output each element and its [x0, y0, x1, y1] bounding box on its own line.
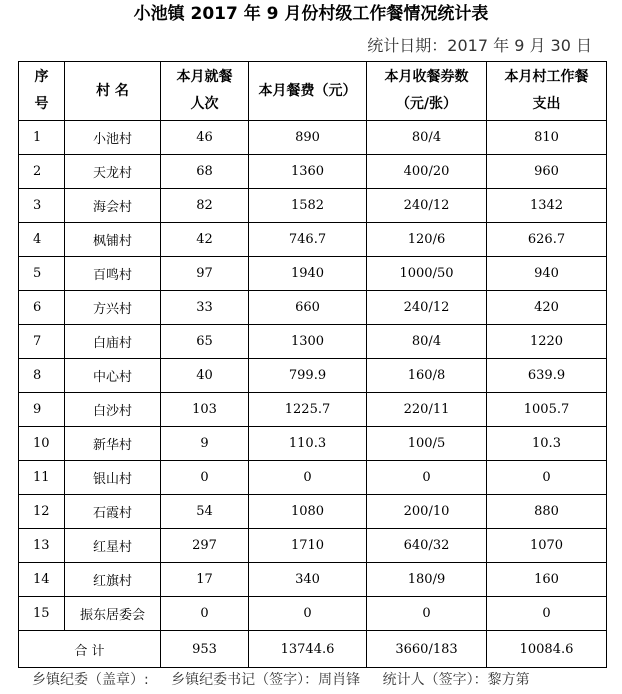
header-vouchers	[367, 62, 487, 121]
cell-village: 枫铺村	[65, 223, 161, 257]
cell-vouchers: 1000/50	[367, 257, 487, 291]
cell-village: 红星村	[65, 529, 161, 563]
table-header	[19, 62, 607, 121]
cell-seq: 14	[19, 563, 65, 597]
cell-diners: 9	[161, 427, 249, 461]
cell-village: 红旗村	[65, 563, 161, 597]
table-row	[19, 427, 607, 461]
footer-discipline-committee: 乡镇纪委（盖章）:	[32, 672, 149, 688]
cell-vouchers: 240/12	[367, 291, 487, 325]
cell-expense: 940	[487, 257, 607, 291]
total-diners: 953	[161, 631, 249, 668]
cell-village: 白沙村	[65, 393, 161, 427]
page-title: 小池镇 2017 年 9 月份村级工作餐情况统计表	[133, 4, 489, 24]
header-meal-cost: 本月餐费（元）	[249, 62, 367, 121]
meal-statistics-table	[18, 61, 607, 668]
table-row	[19, 121, 607, 155]
cell-meal-cost: 1710	[249, 529, 367, 563]
cell-village: 小池村	[65, 121, 161, 155]
cell-expense: 160	[487, 563, 607, 597]
total-meal-cost: 13744.6	[249, 631, 367, 668]
cell-vouchers: 80/4	[367, 121, 487, 155]
cell-vouchers: 200/10	[367, 495, 487, 529]
cell-meal-cost: 340	[249, 563, 367, 597]
header-village: 村 名	[65, 62, 161, 121]
cell-diners: 297	[161, 529, 249, 563]
cell-meal-cost: 1582	[249, 189, 367, 223]
total-vouchers: 3660/183	[367, 631, 487, 668]
header-seq-line2: 号	[34, 96, 49, 112]
cell-expense: 810	[487, 121, 607, 155]
cell-diners: 82	[161, 189, 249, 223]
table-row	[19, 325, 607, 359]
cell-diners: 40	[161, 359, 249, 393]
cell-meal-cost: 746.7	[249, 223, 367, 257]
cell-meal-cost: 0	[249, 597, 367, 631]
table-row	[19, 563, 607, 597]
cell-diners: 33	[161, 291, 249, 325]
cell-diners: 97	[161, 257, 249, 291]
cell-diners: 103	[161, 393, 249, 427]
cell-seq: 15	[19, 597, 65, 631]
cell-seq: 4	[19, 223, 65, 257]
total-label: 合 计	[19, 631, 161, 668]
cell-meal-cost: 0	[249, 461, 367, 495]
cell-diners: 0	[161, 597, 249, 631]
cell-expense: 1342	[487, 189, 607, 223]
cell-seq: 13	[19, 529, 65, 563]
cell-meal-cost: 1300	[249, 325, 367, 359]
cell-seq: 7	[19, 325, 65, 359]
cell-expense: 626.7	[487, 223, 607, 257]
header-diners	[161, 62, 249, 121]
table-row	[19, 461, 607, 495]
cell-expense: 1220	[487, 325, 607, 359]
header-diners-line2: 人次	[190, 96, 219, 112]
cell-expense: 639.9	[487, 359, 607, 393]
cell-vouchers: 220/11	[367, 393, 487, 427]
cell-vouchers: 400/20	[367, 155, 487, 189]
header-expense-line2: 支出	[532, 96, 561, 112]
cell-vouchers: 100/5	[367, 427, 487, 461]
header-seq	[19, 62, 65, 121]
signature-footer	[32, 670, 612, 690]
cell-village: 天龙村	[65, 155, 161, 189]
table-row	[19, 359, 607, 393]
cell-expense: 0	[487, 597, 607, 631]
cell-diners: 68	[161, 155, 249, 189]
cell-expense: 1070	[487, 529, 607, 563]
cell-vouchers: 80/4	[367, 325, 487, 359]
table-row	[19, 529, 607, 563]
cell-vouchers: 160/8	[367, 359, 487, 393]
cell-vouchers: 0	[367, 597, 487, 631]
cell-village: 中心村	[65, 359, 161, 393]
table-row	[19, 495, 607, 529]
header-vouchers-line2: （元/张）	[395, 96, 458, 112]
header-expense-line1: 本月村工作餐	[504, 69, 589, 85]
table-row	[19, 257, 607, 291]
cell-meal-cost: 890	[249, 121, 367, 155]
cell-meal-cost: 1225.7	[249, 393, 367, 427]
total-expense: 10084.6	[487, 631, 607, 668]
cell-seq: 6	[19, 291, 65, 325]
cell-seq: 10	[19, 427, 65, 461]
total-row	[19, 631, 607, 668]
table-row	[19, 597, 607, 631]
cell-seq: 9	[19, 393, 65, 427]
cell-diners: 42	[161, 223, 249, 257]
cell-seq: 12	[19, 495, 65, 529]
cell-village: 白庙村	[65, 325, 161, 359]
cell-village: 振东居委会	[65, 597, 161, 631]
cell-meal-cost: 1940	[249, 257, 367, 291]
table-row	[19, 393, 607, 427]
footer-statistician: 统计人（签字）：黎方第	[382, 672, 530, 688]
cell-vouchers: 640/32	[367, 529, 487, 563]
cell-expense: 0	[487, 461, 607, 495]
cell-expense: 10.3	[487, 427, 607, 461]
cell-meal-cost: 1080	[249, 495, 367, 529]
cell-vouchers: 240/12	[367, 189, 487, 223]
table-row	[19, 155, 607, 189]
cell-seq: 8	[19, 359, 65, 393]
header-seq-line1: 序	[34, 69, 49, 85]
cell-village: 新华村	[65, 427, 161, 461]
cell-expense: 420	[487, 291, 607, 325]
table-footer	[19, 631, 607, 668]
cell-diners: 17	[161, 563, 249, 597]
cell-seq: 2	[19, 155, 65, 189]
table-row	[19, 189, 607, 223]
cell-expense: 960	[487, 155, 607, 189]
cell-diners: 54	[161, 495, 249, 529]
cell-expense: 1005.7	[487, 393, 607, 427]
header-expense	[487, 62, 607, 121]
cell-vouchers: 0	[367, 461, 487, 495]
cell-meal-cost: 1360	[249, 155, 367, 189]
table-body	[19, 121, 607, 631]
cell-seq: 11	[19, 461, 65, 495]
cell-village: 石霞村	[65, 495, 161, 529]
cell-village: 方兴村	[65, 291, 161, 325]
table-row	[19, 223, 607, 257]
cell-meal-cost: 110.3	[249, 427, 367, 461]
cell-vouchers: 120/6	[367, 223, 487, 257]
cell-seq: 5	[19, 257, 65, 291]
table-row	[19, 291, 607, 325]
header-diners-line1: 本月就餐	[176, 69, 233, 85]
cell-diners: 46	[161, 121, 249, 155]
cell-meal-cost: 660	[249, 291, 367, 325]
cell-diners: 0	[161, 461, 249, 495]
cell-meal-cost: 799.9	[249, 359, 367, 393]
cell-diners: 65	[161, 325, 249, 359]
footer-secretary: 乡镇纪委书记（签字）：周肖锋	[171, 672, 361, 688]
stat-date: 统计日期：2017 年 9 月 30 日	[367, 36, 592, 55]
cell-expense: 880	[487, 495, 607, 529]
cell-seq: 3	[19, 189, 65, 223]
cell-village: 百鸣村	[65, 257, 161, 291]
cell-seq: 1	[19, 121, 65, 155]
cell-vouchers: 180/9	[367, 563, 487, 597]
cell-village: 海会村	[65, 189, 161, 223]
cell-village: 银山村	[65, 461, 161, 495]
header-vouchers-line1: 本月收餐券数	[384, 69, 469, 85]
